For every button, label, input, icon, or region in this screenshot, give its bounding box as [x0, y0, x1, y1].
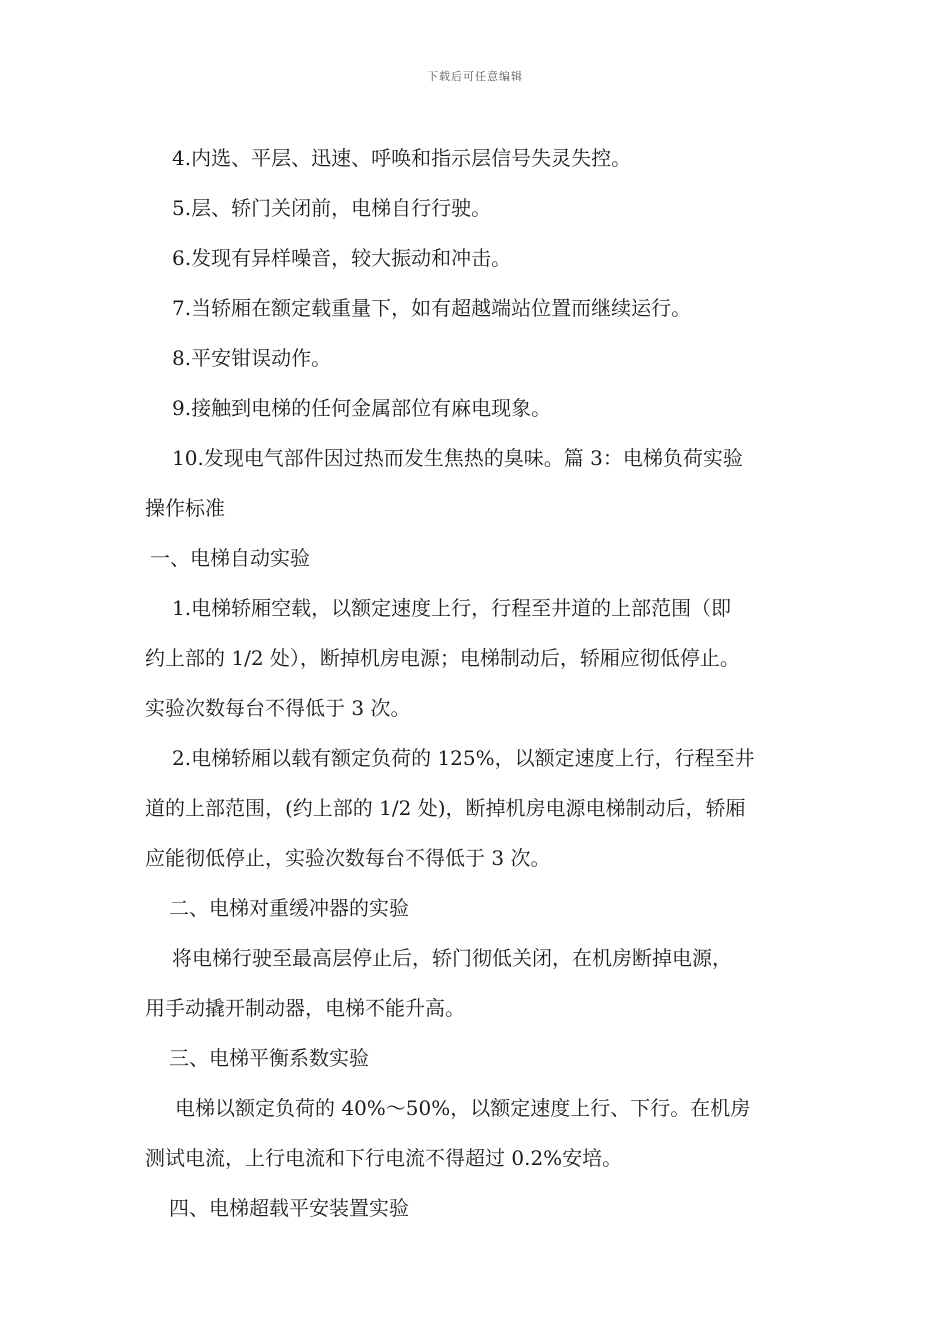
paragraph-line: 6.发现有异样噪音，较大振动和冲击。 [172, 246, 512, 270]
section-heading: 二、电梯对重缓冲器的实验 [169, 896, 409, 920]
section-heading: 四、电梯超载平安装置实验 [169, 1196, 409, 1220]
paragraph-line: 9.接触到电梯的任何金属部位有麻电现象。 [172, 396, 552, 420]
paragraph-line: 7.当轿厢在额定载重量下，如有超越端站位置而继续运行。 [172, 296, 692, 320]
document-body [145, 133, 825, 1233]
paragraph-line: 用手动撬开制动器，电梯不能升高。 [145, 996, 465, 1020]
paragraph-line: 电梯以额定负荷的 40%～50%，以额定速度上行、下行。在机房 [175, 1096, 751, 1120]
paragraph-line: 应能彻低停止，实验次数每台不得低于 3 次。 [145, 846, 551, 870]
paragraph-line: 测试电流，上行电流和下行电流不得超过 0.2%安培。 [145, 1146, 623, 1170]
paragraph-line: 4.内选、平层、迅速、呼唤和指示层信号失灵失控。 [172, 146, 632, 170]
paragraph-line: 道的上部范围，(约上部的 1/2 处)，断掉机房电源电梯制动后，轿厢 [145, 796, 746, 820]
section-heading: 三、电梯平衡系数实验 [169, 1046, 369, 1070]
paragraph-line: 2.电梯轿厢以载有额定负荷的 125%，以额定速度上行，行程至井 [172, 746, 755, 770]
paragraph-line: 将电梯行驶至最高层停止后，轿门彻低关闭，在机房断掉电源， [172, 946, 732, 970]
paragraph-line: 8.平安钳误动作。 [172, 346, 332, 370]
paragraph-line: 实验次数每台不得低于 3 次。 [145, 696, 411, 720]
section-heading: 一、电梯自动实验 [150, 546, 310, 570]
paragraph-line: 5.层、轿门关闭前，电梯自行行驶。 [172, 196, 492, 220]
page-header-note: 下载后可任意编辑 [427, 70, 523, 83]
paragraph-line: 1.电梯轿厢空载，以额定速度上行，行程至井道的上部范围（即 [172, 596, 732, 620]
paragraph-line: 约上部的 1/2 处），断掉机房电源；电梯制动后，轿厢应彻低停止。 [145, 646, 740, 670]
paragraph-line: 操作标准 [145, 496, 225, 520]
paragraph-line: 10.发现电气部件因过热而发生焦热的臭味。篇 3：电梯负荷实验 [172, 446, 743, 470]
